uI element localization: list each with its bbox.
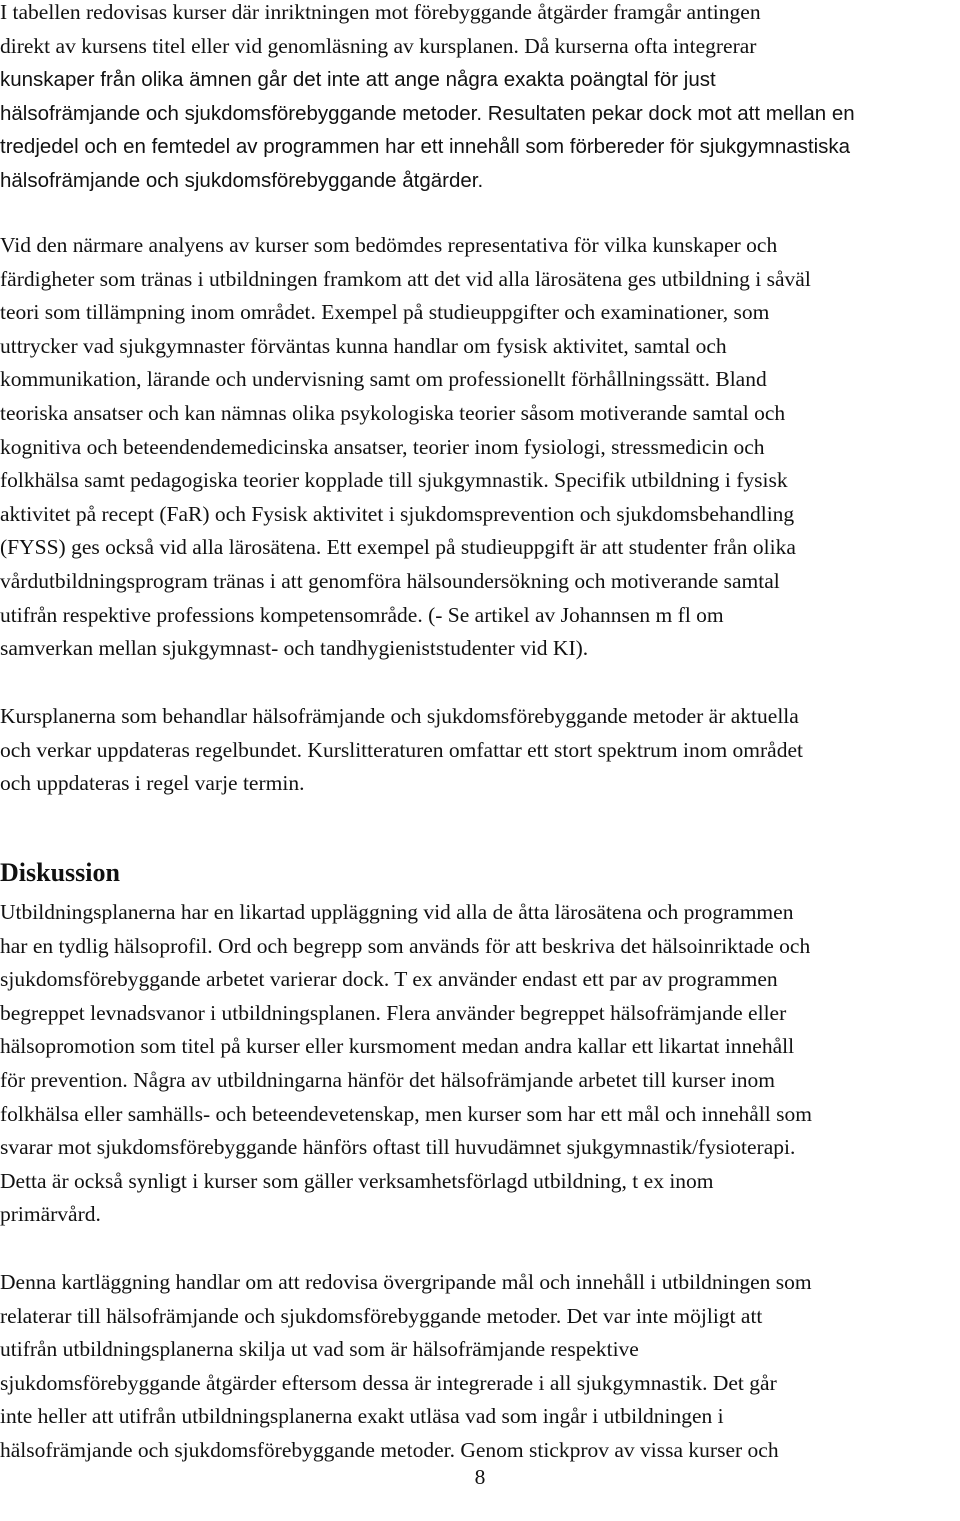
text-line: kommunikation, lärande och undervisning samt om professionellt förhållningssätt. Bland bbox=[0, 367, 767, 392]
text-line: vårdutbildningsprogram tränas i att genomföra hälsoundersökning och motiverande samtal bbox=[0, 568, 780, 593]
paragraph-mapping bbox=[0, 1266, 812, 1468]
text-line: hälsopromotion som titel på kurser eller kursmoment medan andra kallar ett likartat innehåll bbox=[0, 1034, 795, 1059]
text-line: och verkar uppdateras regelbundet. Kurslitteraturen omfattar ett stort spektrum inom området bbox=[0, 737, 803, 762]
text-line: sjukdomsförebyggande arbetet varierar dock. T ex använder endast ett par av programmen bbox=[0, 967, 778, 992]
text-line: har en tydlig hälsoprofil. Ord och begrepp som används för att beskriva det hälsoinriktade och bbox=[0, 933, 811, 958]
text-segment: hälsofrämjande och sjukdomsförebyggande metoder. bbox=[0, 101, 483, 125]
text-line: tredjedel och en femtedel av programmen har ett innehåll som förbereder för sjukgymnastiska bbox=[0, 135, 851, 159]
text-line: färdigheter som tränas i utbildningen framkom att det vid alla lärosätena ges utbildning i såväl bbox=[0, 266, 811, 291]
text-line: kognitiva och beteendendemedicinska ansatser, teorier inom fysiologi, stressmedicin och bbox=[0, 434, 765, 459]
text-line: relaterar till hälsofrämjande och sjukdomsförebyggande metoder. Det var inte möjligt att bbox=[0, 1303, 763, 1328]
text-line: utifrån respektive professions kompetensområde. (- Se artikel av Johannsen m fl om bbox=[0, 602, 724, 627]
text-line: uttrycker vad sjukgymnaster förväntas kunna handlar om fysisk aktivitet, samtal och bbox=[0, 333, 727, 358]
text-line: Utbildningsplanerna har en likartad uppläggning vid alla de åtta lärosätena och programmen bbox=[0, 900, 794, 924]
text-line: svarar mot sjukdomsförebyggande hänförs oftast till huvudämnet sjukgymnastik/fysioterapi. bbox=[0, 1135, 796, 1160]
text-line: teori som tillämpning inom området. Exempel på studieuppgifter och examinationer, som bbox=[0, 300, 770, 325]
text-line: Detta är också synligt i kurser som gäller verksamhetsförlagd utbildning, t ex inom bbox=[0, 1168, 714, 1193]
text-line: inte heller att utifrån utbildningsplanerna exakt utläsa vad som ingår i utbildningen i bbox=[0, 1404, 724, 1429]
text-line: kunskaper från olika ämnen går det inte att ange några exakta poängtal för just bbox=[0, 68, 716, 92]
section-heading: Diskussion bbox=[0, 858, 120, 887]
text-line: sjukdomsförebyggande åtgärder eftersom dessa är integrerade i all sjukgymnastik. Det går bbox=[0, 1370, 777, 1395]
text-line: direkt av kursens titel eller vid genomläsning av kursplanen. Då kurserna ofta integrerar bbox=[0, 33, 757, 58]
paragraph-discussion bbox=[0, 896, 812, 1232]
text-line: begreppet levnadsvanor i utbildningsplanen. Flera använder begreppet hälsofrämjande eller bbox=[0, 1000, 787, 1025]
text-line: för prevention. Några av utbildningarna hänför det hälsofrämjande arbetet till kurser inom bbox=[0, 1067, 775, 1092]
text-line: folkhälsa samt pedagogiska teorier kopplade till sjukgymnastik. Specifik utbildning i fysisk bbox=[0, 468, 788, 493]
text-line: och uppdateras i regel varje termin. bbox=[0, 771, 305, 796]
text-line: Vid den närmare analyens av kurser som bedömdes representativa för vilka kunskaper och bbox=[0, 233, 778, 257]
text-line: utifrån utbildningsplanerna skilja ut vad som är hälsofrämjande respektive bbox=[0, 1337, 639, 1362]
text-line: primärvård. bbox=[0, 1202, 101, 1227]
text-line: teoriska ansatser och kan nämnas olika psykologiska teorier såsom motiverande samtal och bbox=[0, 400, 786, 425]
text-line: (FYSS) ges också vid alla lärosätena. Ett exempel på studieuppgift är att studenter från olika bbox=[0, 535, 796, 560]
page-number: 8 bbox=[474, 1465, 486, 1489]
text-line: samverkan mellan sjukgymnast- och tandhygieniststudenter vid KI). bbox=[0, 636, 589, 661]
paragraph-intro-table bbox=[0, 0, 855, 198]
text-line: I tabellen redovisas kurser där inriktningen mot förebyggande åtgärder framgår antingen bbox=[0, 0, 761, 24]
text-line: Kursplanerna som behandlar hälsofrämjande och sjukdomsförebyggande metoder är aktuella bbox=[0, 704, 799, 728]
text-line: hälsofrämjande och sjukdomsförebyggande metoder. Genom stickprov av vissa kurser och bbox=[0, 1437, 779, 1462]
text-segment: Resultaten pekar dock mot att mellan en bbox=[482, 101, 855, 125]
paragraph-analysis bbox=[0, 229, 811, 666]
text-line: folkhälsa eller samhälls- och beteendevetenskap, men kurser som har ett mål och innehåll som bbox=[0, 1101, 812, 1126]
text-line: aktivitet på recept (FaR) och Fysisk aktivitet i sjukdomsprevention och sjukdomsbehandling bbox=[0, 501, 795, 526]
paragraph-course-plans bbox=[0, 700, 803, 801]
text-line bbox=[0, 97, 855, 131]
text-line: Denna kartläggning handlar om att redovisa övergripande mål och innehåll i utbildningen som bbox=[0, 1270, 812, 1294]
text-line: hälsofrämjande och sjukdomsförebyggande åtgärder. bbox=[0, 168, 484, 192]
